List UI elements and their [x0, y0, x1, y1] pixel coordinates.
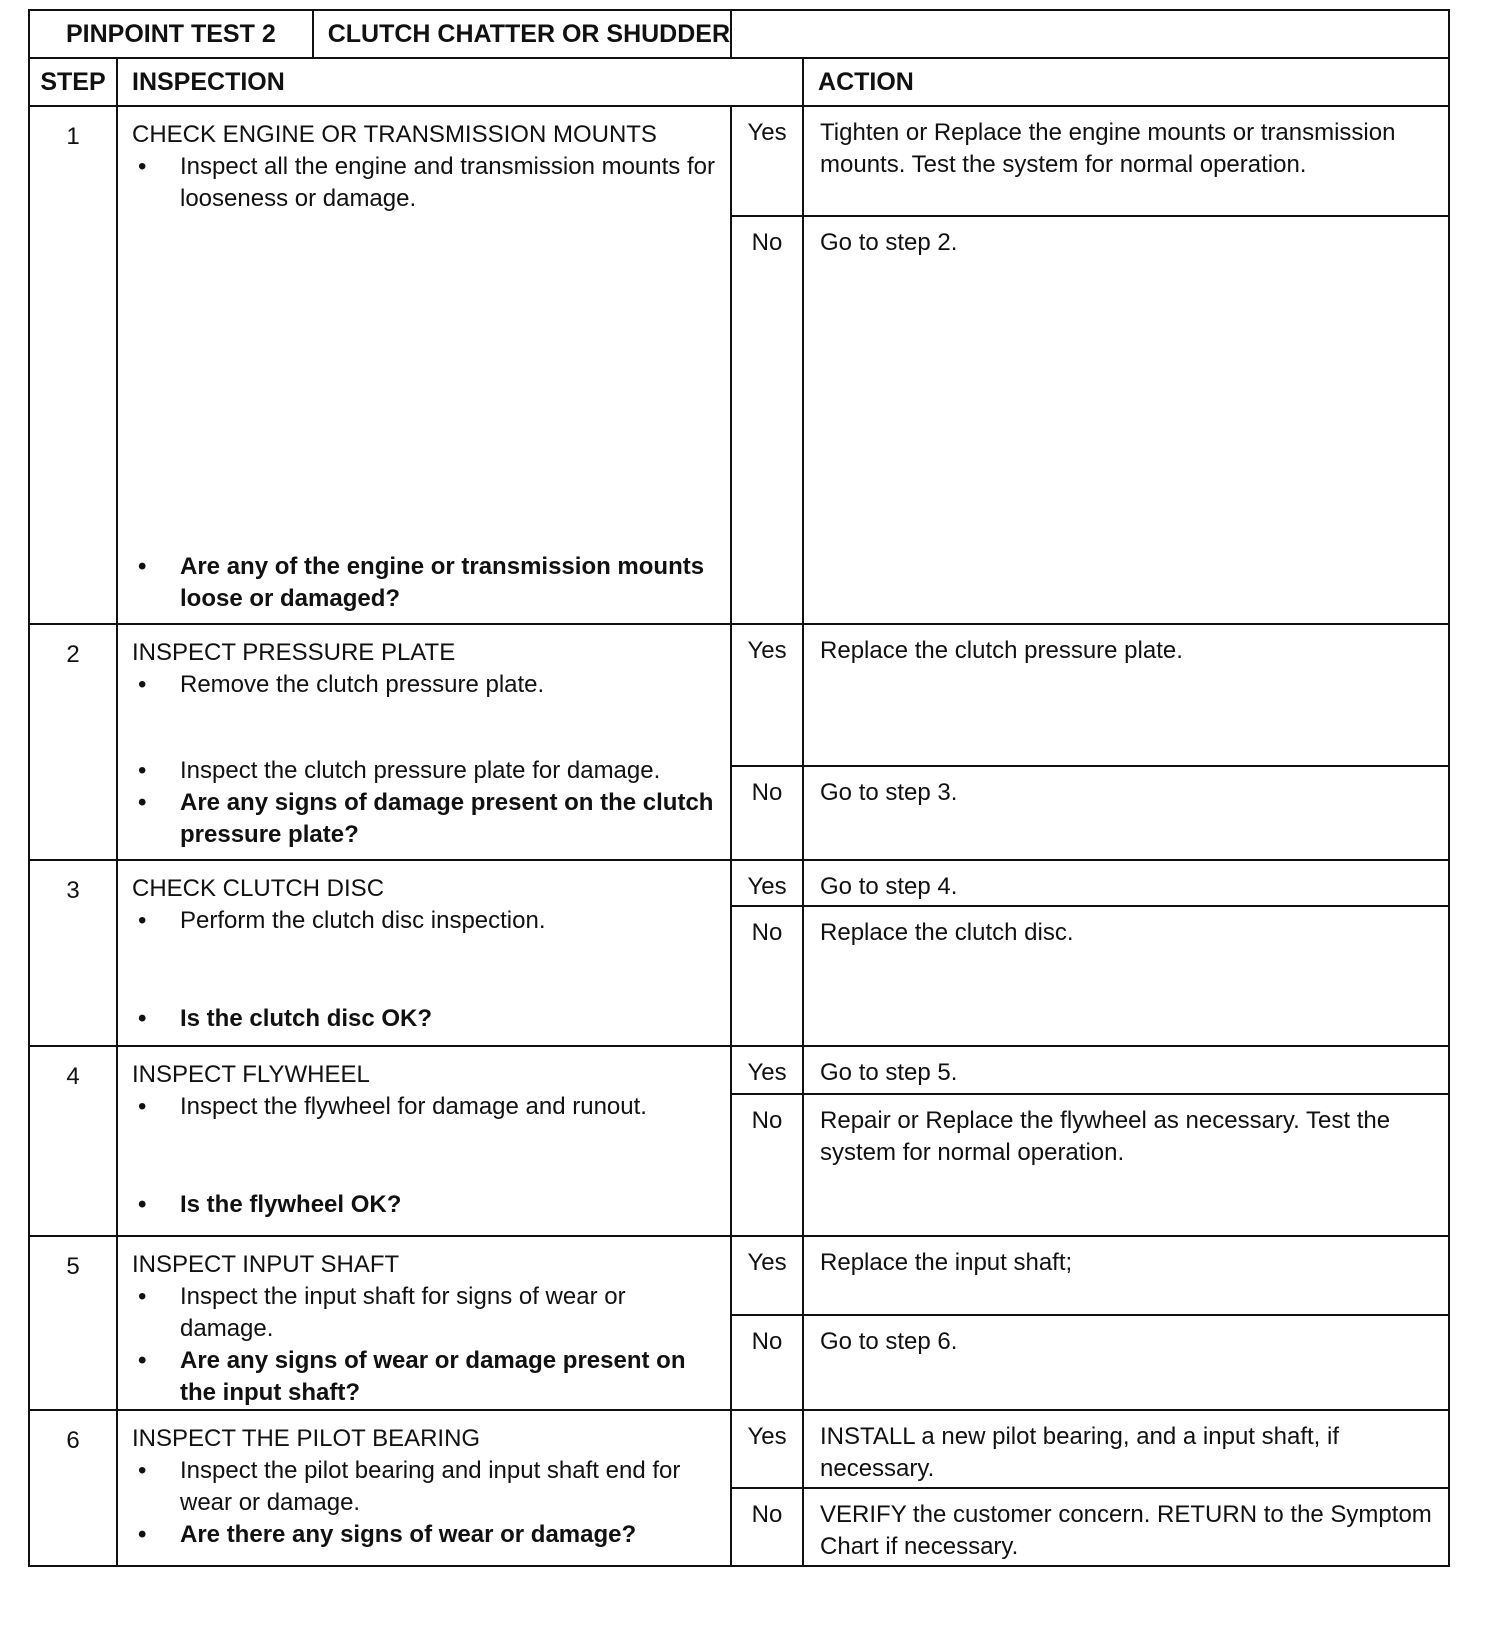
- title-spacer: [731, 10, 1449, 58]
- step-3-no-action: Replace the clutch disc.: [803, 906, 1449, 1046]
- step-6-title: INSPECT THE PILOT BEARING: [132, 1425, 481, 1452]
- step-6-number: 6: [29, 1410, 117, 1566]
- test-title: CLUTCH CHATTER OR SHUDDER: [327, 20, 731, 48]
- step-6-yes-label: Yes: [731, 1410, 803, 1488]
- step-3-yes-label: Yes: [731, 860, 803, 906]
- step-2-bullet-1: • Remove the clutch pressure plate.: [132, 669, 718, 701]
- step-4-number: 4: [29, 1046, 117, 1236]
- step-3-title: CHECK CLUTCH DISC: [132, 875, 385, 902]
- step-6-no-label: No: [731, 1488, 803, 1566]
- title-cell: [29, 10, 731, 58]
- step-2-question: • Are any signs of damage present on the clutch pressure plate?: [132, 787, 718, 851]
- step-5-inspection: [117, 1236, 731, 1410]
- step-5-no-action: Go to step 6.: [803, 1315, 1449, 1410]
- step-2-no-label: No: [731, 766, 803, 860]
- step-1-yes-row: [29, 106, 1449, 216]
- step-1-yes-label: Yes: [731, 106, 803, 216]
- step-5-bullet-1: • Inspect the input shaft for signs of wear or damage.: [132, 1281, 718, 1345]
- step-2-title: INSPECT PRESSURE PLATE: [132, 639, 456, 666]
- step-1-yes-action: Tighten or Replace the engine mounts or transmission mounts. Test the system for normal operation.: [803, 106, 1449, 216]
- column-header-row: [29, 58, 1449, 106]
- step-5-number: 5: [29, 1236, 117, 1410]
- inspection-header: INSPECTION: [117, 58, 803, 106]
- step-4-no-action: Repair or Replace the flywheel as necessary. Test the system for normal operation.: [803, 1094, 1449, 1236]
- title-row: [29, 10, 1449, 58]
- step-4-yes-action: Go to step 5.: [803, 1046, 1449, 1094]
- step-6-inspection: [117, 1410, 731, 1566]
- step-4-title: INSPECT FLYWHEEL: [132, 1061, 370, 1088]
- step-5-yes-action: Replace the input shaft;: [803, 1236, 1449, 1315]
- step-2-bullet-2: • Inspect the clutch pressure plate for damage.: [132, 755, 718, 787]
- step-2-inspection: [117, 624, 731, 860]
- step-4-bullet-1: • Inspect the flywheel for damage and runout.: [132, 1091, 718, 1123]
- step-4-question: • Is the flywheel OK?: [132, 1189, 718, 1221]
- step-1-inspection: [117, 106, 731, 624]
- step-1-no-label: No: [731, 216, 803, 624]
- test-label: PINPOINT TEST 2: [30, 11, 314, 57]
- step-4-yes-label: Yes: [731, 1046, 803, 1094]
- step-3-inspection: [117, 860, 731, 1046]
- step-6-yes-row: [29, 1410, 1449, 1488]
- step-3-yes-action: Go to step 4.: [803, 860, 1449, 906]
- step-3-yes-row: [29, 860, 1449, 906]
- step-6-no-action: VERIFY the customer concern. RETURN to the Symptom Chart if necessary.: [803, 1488, 1449, 1566]
- step-1-number: 1: [29, 106, 117, 624]
- step-5-question: • Are any signs of wear or damage present on the input shaft?: [132, 1345, 718, 1409]
- step-5-title: INSPECT INPUT SHAFT: [132, 1251, 400, 1278]
- step-4-inspection: [117, 1046, 731, 1236]
- step-2-bottom-block: [132, 755, 718, 851]
- step-6-bullet-1: • Inspect the pilot bearing and input shaft end for wear or damage.: [132, 1455, 718, 1519]
- step-4-no-label: No: [731, 1094, 803, 1236]
- pinpoint-test-page: [28, 9, 1448, 1567]
- step-6-yes-action: INSTALL a new pilot bearing, and a input shaft, if necessary.: [803, 1410, 1449, 1488]
- step-2-yes-row: [29, 624, 1449, 766]
- step-2-no-action: Go to step 3.: [803, 766, 1449, 860]
- step-1-title: CHECK ENGINE OR TRANSMISSION MOUNTS: [132, 121, 657, 148]
- step-1-bullet-1: • Inspect all the engine and transmission mounts for looseness or damage.: [132, 151, 718, 215]
- step-5-yes-label: Yes: [731, 1236, 803, 1315]
- step-5-no-label: No: [731, 1315, 803, 1410]
- step-header: STEP: [29, 58, 117, 106]
- action-header: ACTION: [803, 58, 1449, 106]
- step-6-question: • Are there any signs of wear or damage?: [132, 1519, 718, 1551]
- step-1-question: • Are any of the engine or transmission mounts loose or damaged?: [132, 551, 718, 615]
- step-3-number: 3: [29, 860, 117, 1046]
- step-2-number: 2: [29, 624, 117, 860]
- step-4-yes-row: [29, 1046, 1449, 1094]
- step-5-yes-row: [29, 1236, 1449, 1315]
- step-1-no-action: Go to step 2.: [803, 216, 1449, 624]
- step-3-no-label: No: [731, 906, 803, 1046]
- step-2-yes-action: Replace the clutch pressure plate.: [803, 624, 1449, 766]
- step-2-yes-label: Yes: [731, 624, 803, 766]
- step-3-question: • Is the clutch disc OK?: [132, 1003, 718, 1035]
- diagnostic-table: [28, 9, 1450, 1567]
- step-3-bullet-1: • Perform the clutch disc inspection.: [132, 905, 718, 937]
